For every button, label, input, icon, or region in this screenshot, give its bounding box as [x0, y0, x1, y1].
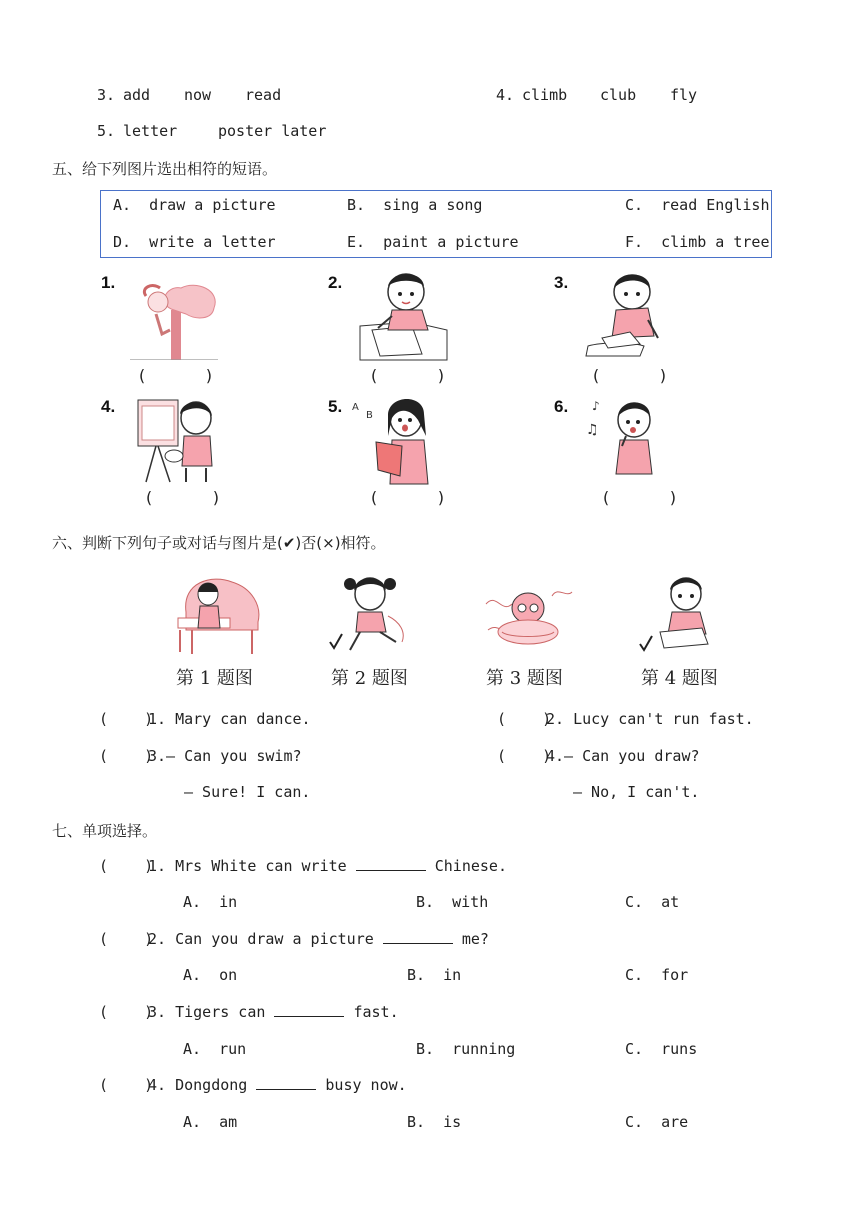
judge-text-1: 1. Mary can dance. — [148, 710, 311, 728]
running-illustration — [326, 572, 416, 656]
row4-word-2: club — [600, 86, 637, 104]
answer-blank-1[interactable] — [356, 858, 426, 871]
picture-6-number: 6. — [554, 397, 569, 416]
option-b: B. sing a song — [347, 196, 483, 214]
swimming-illustration — [482, 574, 574, 658]
option-a: A. draw a picture — [113, 196, 276, 214]
answer-paren-1[interactable]: ( ) — [137, 366, 215, 385]
question-4-before: 4. Dongdong — [148, 1076, 257, 1094]
sing-song-illustration — [582, 396, 672, 482]
q4-option-c[interactable]: C. are — [625, 1113, 689, 1131]
question-3 — [148, 1003, 399, 1021]
draw-picture-illustration — [582, 272, 672, 358]
picture-3-number: 3. — [554, 273, 569, 292]
picture-2-number: 2. — [328, 273, 343, 292]
question-2-after: me? — [452, 930, 489, 948]
svg-text:B: B — [366, 410, 373, 421]
picture-5-number: 5. — [328, 397, 343, 416]
option-d: D. write a letter — [113, 233, 276, 251]
question-2-before: 2. Can you draw a picture — [148, 930, 383, 948]
climb-tree-illustration — [126, 280, 222, 360]
judge-paren-3[interactable]: ( ) — [99, 747, 154, 765]
question-4-after: busy now. — [316, 1076, 407, 1094]
choice-paren-3[interactable]: ( ) — [99, 1003, 154, 1021]
choice-paren-2[interactable]: ( ) — [99, 930, 154, 948]
question-4 — [148, 1076, 407, 1094]
q4-option-b[interactable]: B. is — [407, 1113, 462, 1131]
judge-text-4: 4.— Can you draw? — [546, 747, 700, 765]
judge-reply-4: — No, I can't. — [573, 783, 700, 801]
option-c: C. read English — [625, 196, 770, 214]
option-f: F. climb a tree — [625, 233, 770, 251]
answer-paren-2[interactable]: ( ) — [369, 366, 447, 385]
write-letter-illustration — [352, 272, 452, 362]
svg-text:♫: ♫ — [586, 422, 599, 438]
q4-option-a[interactable]: A. am — [183, 1113, 238, 1131]
answer-paren-5[interactable]: ( ) — [369, 488, 447, 507]
row3-num: 3. — [97, 86, 116, 104]
q2-option-c[interactable]: C. for — [625, 966, 689, 984]
judge-paren-1[interactable]: ( ) — [99, 710, 154, 728]
q1-option-a[interactable]: A. in — [183, 893, 238, 911]
choice-paren-1[interactable]: ( ) — [99, 857, 154, 875]
row3-word-2: now — [184, 86, 212, 104]
option-e: E. paint a picture — [347, 233, 519, 251]
judge-text-3: 3.— Can you swim? — [148, 747, 302, 765]
q3-option-c[interactable]: C. runs — [625, 1040, 698, 1058]
picture-1-number: 1. — [101, 273, 116, 292]
row5-word-2: poster later — [218, 122, 327, 140]
piano-illustration — [172, 572, 264, 656]
row5-num: 5. — [97, 122, 116, 140]
judge-paren-2[interactable]: ( ) — [497, 710, 552, 728]
picture-4-number: 4. — [101, 397, 116, 416]
svg-text:A: A — [352, 402, 359, 413]
caption-4: 第 4 题图 — [641, 668, 718, 689]
row3-word-3: read — [245, 86, 282, 104]
judge-reply-3: — Sure! I can. — [184, 783, 311, 801]
judge-text-2: 2. Lucy can't run fast. — [546, 710, 754, 728]
answer-paren-3[interactable]: ( ) — [591, 366, 669, 385]
answer-blank-3[interactable] — [274, 1004, 344, 1017]
choice-paren-4[interactable]: ( ) — [99, 1076, 154, 1094]
row4-word-3: fly — [670, 86, 698, 104]
section5-title: 五、给下列图片选出相符的短语。 — [52, 160, 278, 178]
paint-picture-illustration — [126, 396, 216, 486]
caption-2: 第 2 题图 — [331, 668, 408, 689]
question-1 — [148, 857, 507, 875]
answer-blank-4[interactable] — [256, 1077, 316, 1090]
answer-paren-4[interactable]: ( ) — [144, 488, 222, 507]
svg-text:♪: ♪ — [592, 399, 600, 413]
q1-option-b[interactable]: B. with — [416, 893, 489, 911]
row5-word-1: letter — [123, 122, 178, 140]
q3-option-b[interactable]: B. running — [416, 1040, 516, 1058]
judge-paren-4[interactable]: ( ) — [497, 747, 552, 765]
answer-paren-6[interactable]: ( ) — [601, 488, 679, 507]
section6-title: 六、判断下列句子或对话与图片是(✔)否(×)相符。 — [52, 534, 386, 552]
question-2 — [148, 930, 489, 948]
caption-3: 第 3 题图 — [486, 668, 563, 689]
question-3-after: fast. — [344, 1003, 399, 1021]
q2-option-b[interactable]: B. in — [407, 966, 462, 984]
row4-word-1: climb — [522, 86, 568, 104]
question-3-before: 3. Tigers can — [148, 1003, 275, 1021]
q2-option-a[interactable]: A. on — [183, 966, 238, 984]
question-1-before: 1. Mrs White can write — [148, 857, 356, 875]
drawing-illustration — [636, 572, 728, 656]
q1-option-c[interactable]: C. at — [625, 893, 680, 911]
row3-word-1: add — [123, 86, 151, 104]
section7-title: 七、单项选择。 — [52, 822, 158, 840]
question-1-after: Chinese. — [425, 857, 507, 875]
caption-1: 第 1 题图 — [176, 668, 253, 689]
read-english-illustration — [352, 396, 442, 486]
answer-blank-2[interactable] — [383, 931, 453, 944]
row4-num: 4. — [496, 86, 515, 104]
q3-option-a[interactable]: A. run — [183, 1040, 247, 1058]
